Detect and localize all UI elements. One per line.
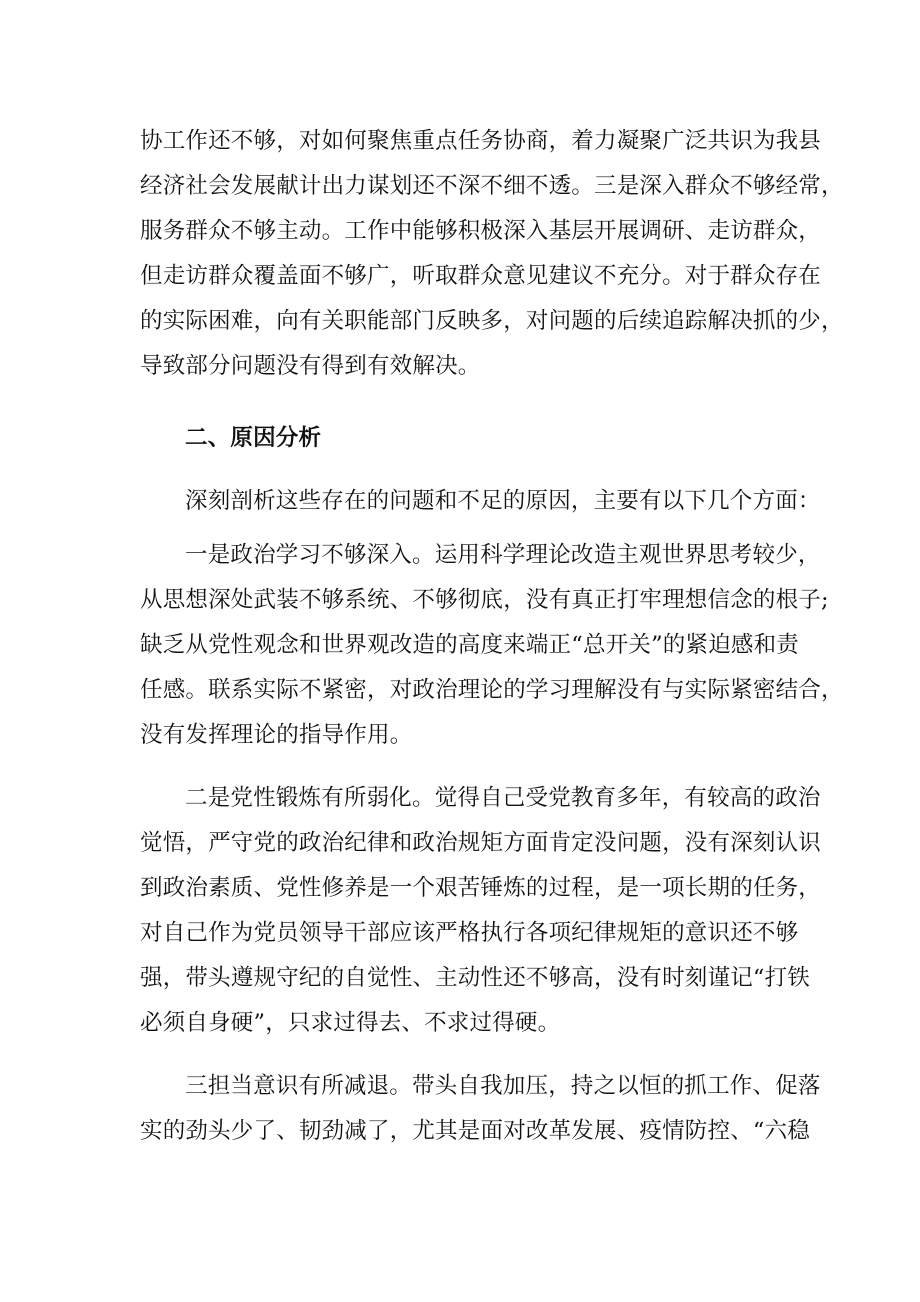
paragraph-line: 的实际困难，向有关职能部门反映多，对问题的后续追踪解决抓的少， [140,308,844,334]
paragraph-line: 经济社会发展献计出力谋划还不深不细不透。三是深入群众不够经常， [140,173,844,199]
paragraph-line: 实的劲头少了、韧劲减了，尤其是面对改革发展、疫情防控、“六稳 [140,1118,811,1144]
paragraph-line: 觉悟，严守党的政治纪律和政治规矩方面肯定没问题，没有深刻认识 [140,830,822,856]
paragraph-line: 从思想深处武装不够系统、不够彻底，没有真正打牢理想信念的根子; [140,587,829,613]
paragraph-line: 导致部分问题没有得到有效解决。 [140,353,481,379]
paragraph-line: 对自己作为党员领导干部应该严格执行各项纪律规矩的意识还不够 [140,920,799,946]
paragraph-line: 但走访群众覆盖面不够广，听取群众意见建议不充分。对于群众存在 [140,263,822,289]
paragraph-line: 三担当意识有所减退。带头自我加压，持之以恒的抓工作、促落 [185,1073,821,1099]
paragraph-line: 到政治素质、党性修养是一个艰苦锤炼的过程，是一项长期的任务， [140,875,822,901]
section-heading: 二、原因分析 [185,425,322,451]
paragraph-line: 缺乏从党性观念和世界观改造的高度来端正“总开关”的紧迫感和责 [140,632,800,658]
paragraph-line: 协工作还不够，对如何聚焦重点任务协商，着力凝聚广泛共识为我县 [140,128,822,154]
paragraph-line: 服务群众不够主动。工作中能够积极深入基层开展调研、走访群众， [140,218,822,244]
paragraph-line: 强，带头遵规守纪的自觉性、主动性还不够高，没有时刻谨记“打铁 [140,965,811,991]
paragraph-line: 没有发挥理论的指导作用。 [140,722,413,748]
paragraph-line: 二是党性锻炼有所弱化。觉得自己受党教育多年，有较高的政治 [185,785,821,811]
paragraph-line: 必须自身硬”，只求过得去、不求过得硬。 [140,1010,561,1036]
paragraph-line: 一是政治学习不够深入。运用科学理论改造主观世界思考较少， [185,542,821,568]
paragraph-line: 深刻剖析这些存在的问题和不足的原因，主要有以下几个方面： [185,488,821,514]
paragraph-line: 任感。联系实际不紧密，对政治理论的学习理解没有与实际紧密结合， [140,677,844,703]
